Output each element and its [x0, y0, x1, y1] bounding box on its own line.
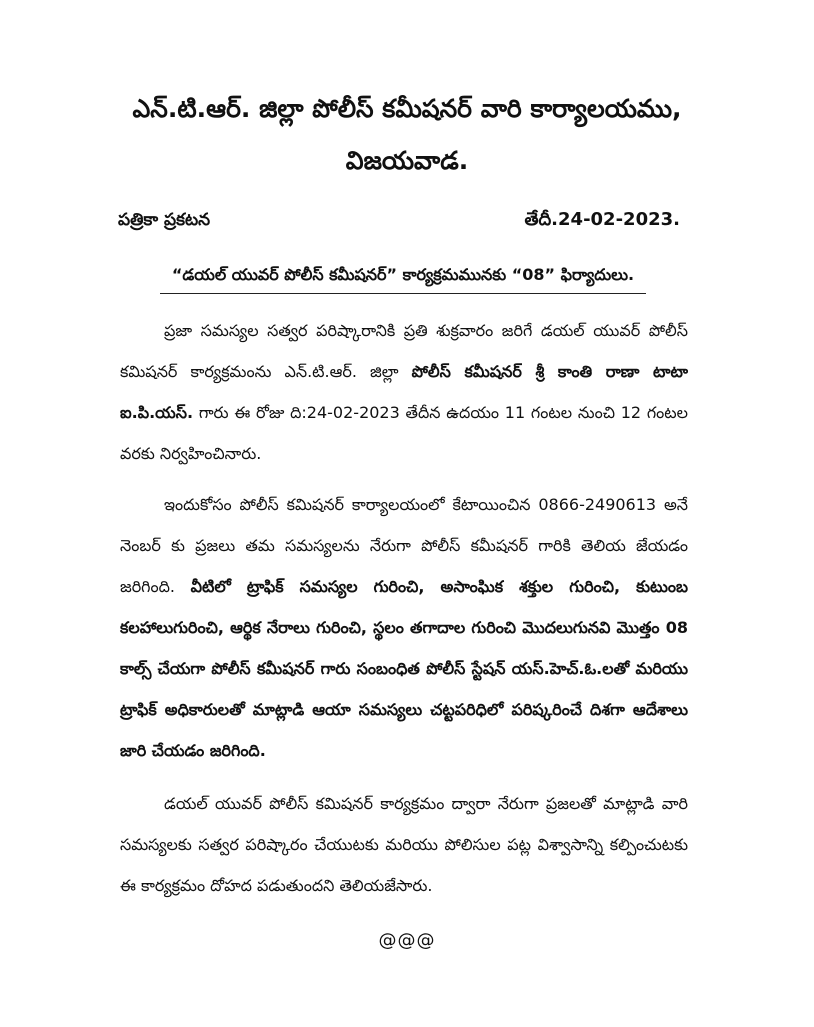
paragraph-2-bold: వీటిలో ట్రాఫిక్ సమస్యల గురించి, అసాంఘిక శక్తుల గురించి, కుటుంబ కలహాలుగురించి, ఆర్థిక నేరాలు గురించి, స్థలం తగాదాల గురించి మొదలుగునవి మొత్తం 08 కాల్స్ చేయగా పోలీస్ కమీషనర్ గారు సంబంధిత పోలీస్ స్టేషన్ యస్.హెచ్.ఓ.లతో మరియు ట్రాఫిక్ అధికారులతో మాట్లాడి ఆయా సమస్యలు చట్టపరిధిలో పరిష్కరించే దిశగా ఆదేశాలు జారి చేయడం జరిగింది. — [120, 577, 688, 760]
office-title: ఎన్.టి.ఆర్. జిల్లా పోలీస్ కమీషనర్ వారి కార్యాలయము, — [132, 94, 682, 123]
office-location: విజయవాడ. — [345, 146, 469, 175]
paragraph-1 — [120, 310, 688, 474]
press-release-label: పత్రికా ప్రకటన — [118, 210, 211, 230]
paragraph-1-text-b: గారు ఈ రోజు ది:24-02-2023 తేదీన ఉదయం 11 గంటల నుంచి 12 గంటల వరకు నిర్వహించినారు. — [120, 403, 688, 463]
subject-block — [160, 262, 646, 294]
subject-heading: “డయల్ యువర్ పోలీస్ కమీషనర్” కార్యక్రమమునకు “08” ఫిర్యాదులు. — [160, 262, 646, 294]
paragraph-3 — [120, 783, 688, 906]
paragraph-1-text-a: ప్రజా సమస్యల సత్వర పరిష్కారానికి ప్రతి శుక్రవారం జరిగే డయల్ యువర్ పోలీస్ కమిషనర్ కార్యక్రమంను ఎన్.టి.ఆర్. జిల్లా — [120, 321, 688, 381]
paragraph-1-bold: పోలీస్ కమీషనర్ శ్రీ కాంతి రాణా టాటా ఐ.పి.యస్. — [120, 362, 688, 422]
paragraph-2-text: ఇందుకోసం పోలీస్ కమిషనర్ కార్యాలయంలో కేటాయించిన 0866-2490613 అనే నెంబర్ కు ప్రజలు తమ సమస్యలను నేరుగా పోలీస్ కమీషనర్ గారికి తెలియ జేయడం జరిగింది. — [120, 495, 688, 596]
paragraph-2 — [120, 484, 688, 771]
release-date: తేదీ.24-02-2023. — [524, 209, 680, 230]
paragraph-3-text: డయల్ యువర్ పోలీస్ కమిషనర్ కార్యక్రమం ద్వారా నేరుగా ప్రజలతో మాట్లాడి వారి సమస్యలకు సత్వర పరిష్కారం చేయుటకు మరియు పోలిసుల పట్ల విశ్వాసాన్ని కల్పించుటకు ఈ కార్యక్రమం దోహద పడుతుందని తెలియజేసారు. — [120, 794, 688, 895]
end-mark: @@@ — [378, 930, 436, 951]
